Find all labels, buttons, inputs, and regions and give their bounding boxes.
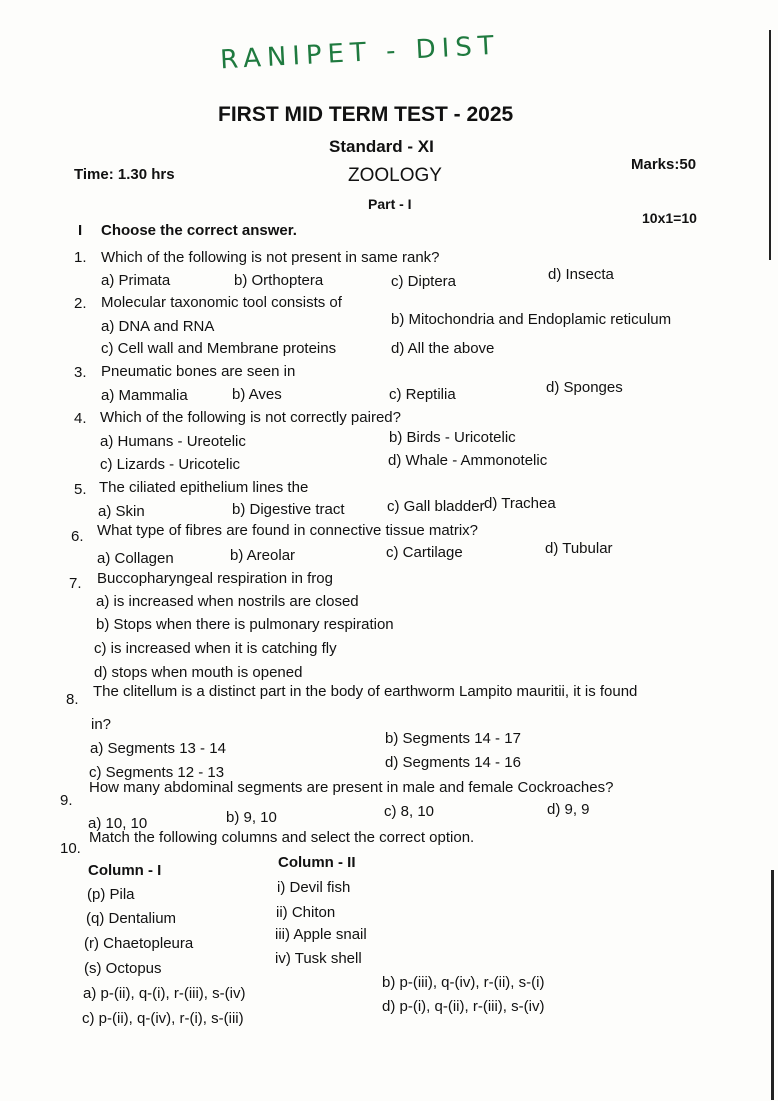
option-d: d) 9, 9 [547,801,590,818]
column-2-item: iii) Apple snail [275,926,367,943]
section-number: I [78,222,83,239]
option-b: b) Mitochondria and Endoplamic reticulum [391,311,672,328]
option-b: b) Birds - Uricotelic [389,429,516,446]
question-text: Which of the following is not present in same rank? [101,249,440,266]
option-d: d) p-(i), q-(ii), r-(iii), s-(iv) [382,998,545,1015]
option-b: b) p-(iii), q-(iv), r-(ii), s-(i) [382,974,545,991]
question-number: 6. [71,528,84,545]
option-a: a) Mammalia [101,387,188,404]
column-1-item: (r) Chaetopleura [84,935,194,952]
option-b: b) Stops when there is pulmonary respiration [96,616,394,633]
column-2-item: ii) Chiton [276,904,336,921]
question-number: 1. [74,249,87,266]
option-c: c) Segments 12 - 13 [89,764,225,781]
page-edge-line [769,30,771,260]
question-text: Pneumatic bones are seen in [101,363,296,380]
option-c: c) p-(ii), q-(iv), r-(i), s-(iii) [82,1010,244,1027]
option-a: a) Humans - Ureotelic [100,433,246,450]
question-number: 8. [66,691,79,708]
subject-label: ZOOLOGY [348,165,442,186]
option-a: a) 10, 10 [88,815,148,832]
marks-label: Marks:50 [631,156,697,173]
question-text: The clitellum is a distinct part in the body of earthworm Lampito mauritii, it is found [93,683,638,700]
question-number: 5. [74,481,87,498]
option-a: a) Primata [101,272,171,289]
column-1-item: (s) Octopus [84,960,162,977]
question-number: 3. [74,364,87,381]
part-label: Part - I [368,196,412,212]
option-a: a) p-(ii), q-(i), r-(iii), s-(iv) [83,985,246,1002]
exam-title: FIRST MID TERM TEST - 2025 [218,103,514,126]
option-c: c) Diptera [391,273,457,290]
question-text-continued: in? [91,716,112,733]
column-2-item: iv) Tusk shell [275,950,362,967]
question-number: 2. [74,295,87,312]
option-d: d) Insecta [548,266,614,283]
option-d: d) Sponges [546,379,623,396]
option-c: c) is increased when it is catching fly [94,640,337,657]
marks-scheme: 10x1=10 [642,210,697,226]
option-c: c) Reptilia [389,386,456,403]
option-a: a) DNA and RNA [101,318,215,335]
question-number: 4. [74,410,87,427]
option-d: d) Segments 14 - 16 [385,754,521,771]
instruction: Choose the correct answer. [101,222,297,239]
column-2-header: Column - II [278,854,356,871]
option-c: c) 8, 10 [384,803,435,820]
question-number: 9. [60,792,73,809]
column-1-header: Column - I [88,862,162,879]
option-d: d) Trachea [484,495,556,512]
question-text: Buccopharyngeal respiration in frog [97,570,333,587]
question-text: Which of the following is not correctly paired? [100,409,401,426]
question-text: Match the following columns and select the correct option. [89,829,475,846]
option-b: b) 9, 10 [226,809,277,826]
time-label: Time: 1.30 hrs [74,166,175,183]
option-d: d) stops when mouth is opened [94,664,303,681]
option-d: d) Whale - Ammonotelic [388,452,548,469]
option-b: b) Orthoptera [234,272,324,289]
option-c: c) Gall bladder [387,498,485,515]
column-1-item: (p) Pila [87,886,135,903]
question-text: The ciliated epithelium lines the [99,479,309,496]
option-b: b) Segments 14 - 17 [385,730,521,747]
question-text: What type of fibres are found in connective tissue matrix? [97,522,479,539]
standard-label: Standard - XI [329,137,434,156]
question-number: 10. [60,840,81,857]
option-a: a) Collagen [97,550,174,567]
page-edge-line [771,870,774,1100]
question-text: How many abdominal segments are present in male and female Cockroaches? [89,779,614,796]
option-a: a) Segments 13 - 14 [90,740,226,757]
option-c: c) Lizards - Uricotelic [100,456,241,473]
option-c: c) Cell wall and Membrane proteins [101,340,337,357]
option-c: c) Cartilage [386,544,463,561]
column-2-item: i) Devil fish [277,879,351,896]
handwritten-note: RANIPET - DIST [219,30,501,76]
option-b: b) Digestive tract [232,501,345,518]
option-d: d) All the above [391,340,495,357]
option-a: a) Skin [98,503,145,520]
question-number: 7. [69,575,82,592]
question-text: Molecular taxonomic tool consists of [101,294,342,311]
option-a: a) is increased when nostrils are closed [96,593,359,610]
option-d: d) Tubular [545,540,613,557]
column-1-item: (q) Dentalium [86,910,177,927]
option-b: b) Aves [232,386,282,403]
option-b: b) Areolar [230,547,296,564]
